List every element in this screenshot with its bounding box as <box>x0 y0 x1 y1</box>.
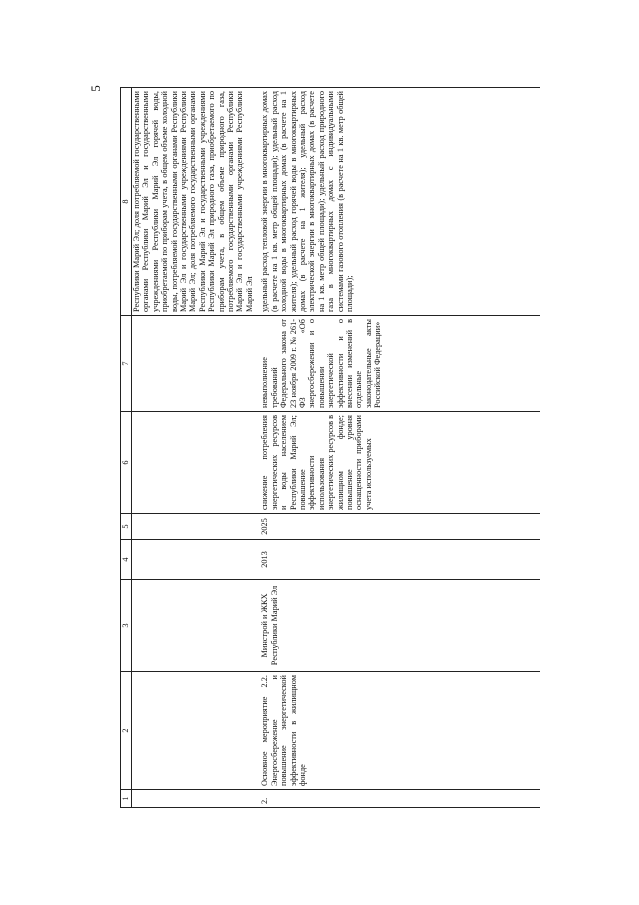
column-number-8: 8 <box>121 88 132 316</box>
end-year-cell <box>254 514 540 540</box>
column-number-1: 1 <box>121 790 132 808</box>
column-number-5: 5 <box>121 514 132 540</box>
page-number: 5 <box>87 85 103 92</box>
continuation-indicators-cell <box>132 88 255 316</box>
indicators-cell <box>254 88 540 316</box>
event-cell <box>254 672 540 790</box>
continuation-indicators-text: Республики Марий Эл; доля потребляемой государственными органами Республики Марий Эл и государственными учреждениями Республики Марий Эл горячей воды, приобретаемой по приборам учета, в общем объеме холодной воды, потребляемой государственными органами Республики Марий Эл и государственными учреждениями Республики Марий Эл; доля потребляемого государственными органами Республики Марий Эл и государственными учреждениями Республики Марий Эл природного газа, приобретаемого по приборам учета, в общем объеме природного газа, потребляемого государственными органами Республики Марий Эл и государственными учреждениями Республики Марий Эл <box>132 91 254 312</box>
program-table <box>120 87 540 808</box>
column-number-4: 4 <box>121 540 132 580</box>
start-year: 2013 <box>260 551 270 568</box>
consequences-text: невыполнение требований Федерального закона от 23 ноября 2009 г. № 261-ФЗ «Об энергосбережении и о повышении энергетической эффективности и о внесении изменений в отдельные законодательные акты Российской Федерации» <box>260 319 383 408</box>
executor-text: Минстрой и ЖКХ Республики Марий Эл <box>260 585 279 666</box>
column-number-2: 2 <box>121 672 132 790</box>
row-number-cell <box>254 790 540 808</box>
executor-cell <box>254 580 540 672</box>
indicators-text: удельный расход тепловой энергии в многоквартирных домах (в расчете на 1 кв. метр общей площади); удельный расход холодной воды в многоквартирных домах (в расчете на 1 жителя); удельный расход горячей воды в многоквартирных домах (в расчете на 1 жителя); удельный расход электрической энергии в многоквартирных домах (в расчете на 1 кв. метр общей площади); удельный расход природного газа в многоквартирных домах с индивидуальными системами газового отопления (в расчете на 1 кв. метр общей площади); <box>260 91 354 312</box>
column-number-6: 6 <box>121 412 132 514</box>
end-year: 2025 <box>260 518 270 535</box>
event-text: Основное мероприятие 2.2. Энергосбережение и повышение энергетической эффективности в жилищном фонде <box>260 675 307 786</box>
start-year-cell <box>254 540 540 580</box>
continuation-row <box>132 88 255 808</box>
table-row <box>254 88 540 808</box>
column-number-3: 3 <box>121 580 132 672</box>
expected-result-cell <box>254 412 540 514</box>
row-number: 2. <box>260 797 270 804</box>
consequences-cell <box>254 316 540 412</box>
column-number-row <box>121 88 132 808</box>
column-number-7: 7 <box>121 316 132 412</box>
expected-result-text: снижение потребления энергетических ресурсов и воды населением Республики Марий Эл; повышение эффективности использования энергетических ресурсов в жилищном фонде; повышение уровня оснащенности приборами учета используемых <box>260 415 373 510</box>
rotated-table-sheet <box>120 88 530 808</box>
